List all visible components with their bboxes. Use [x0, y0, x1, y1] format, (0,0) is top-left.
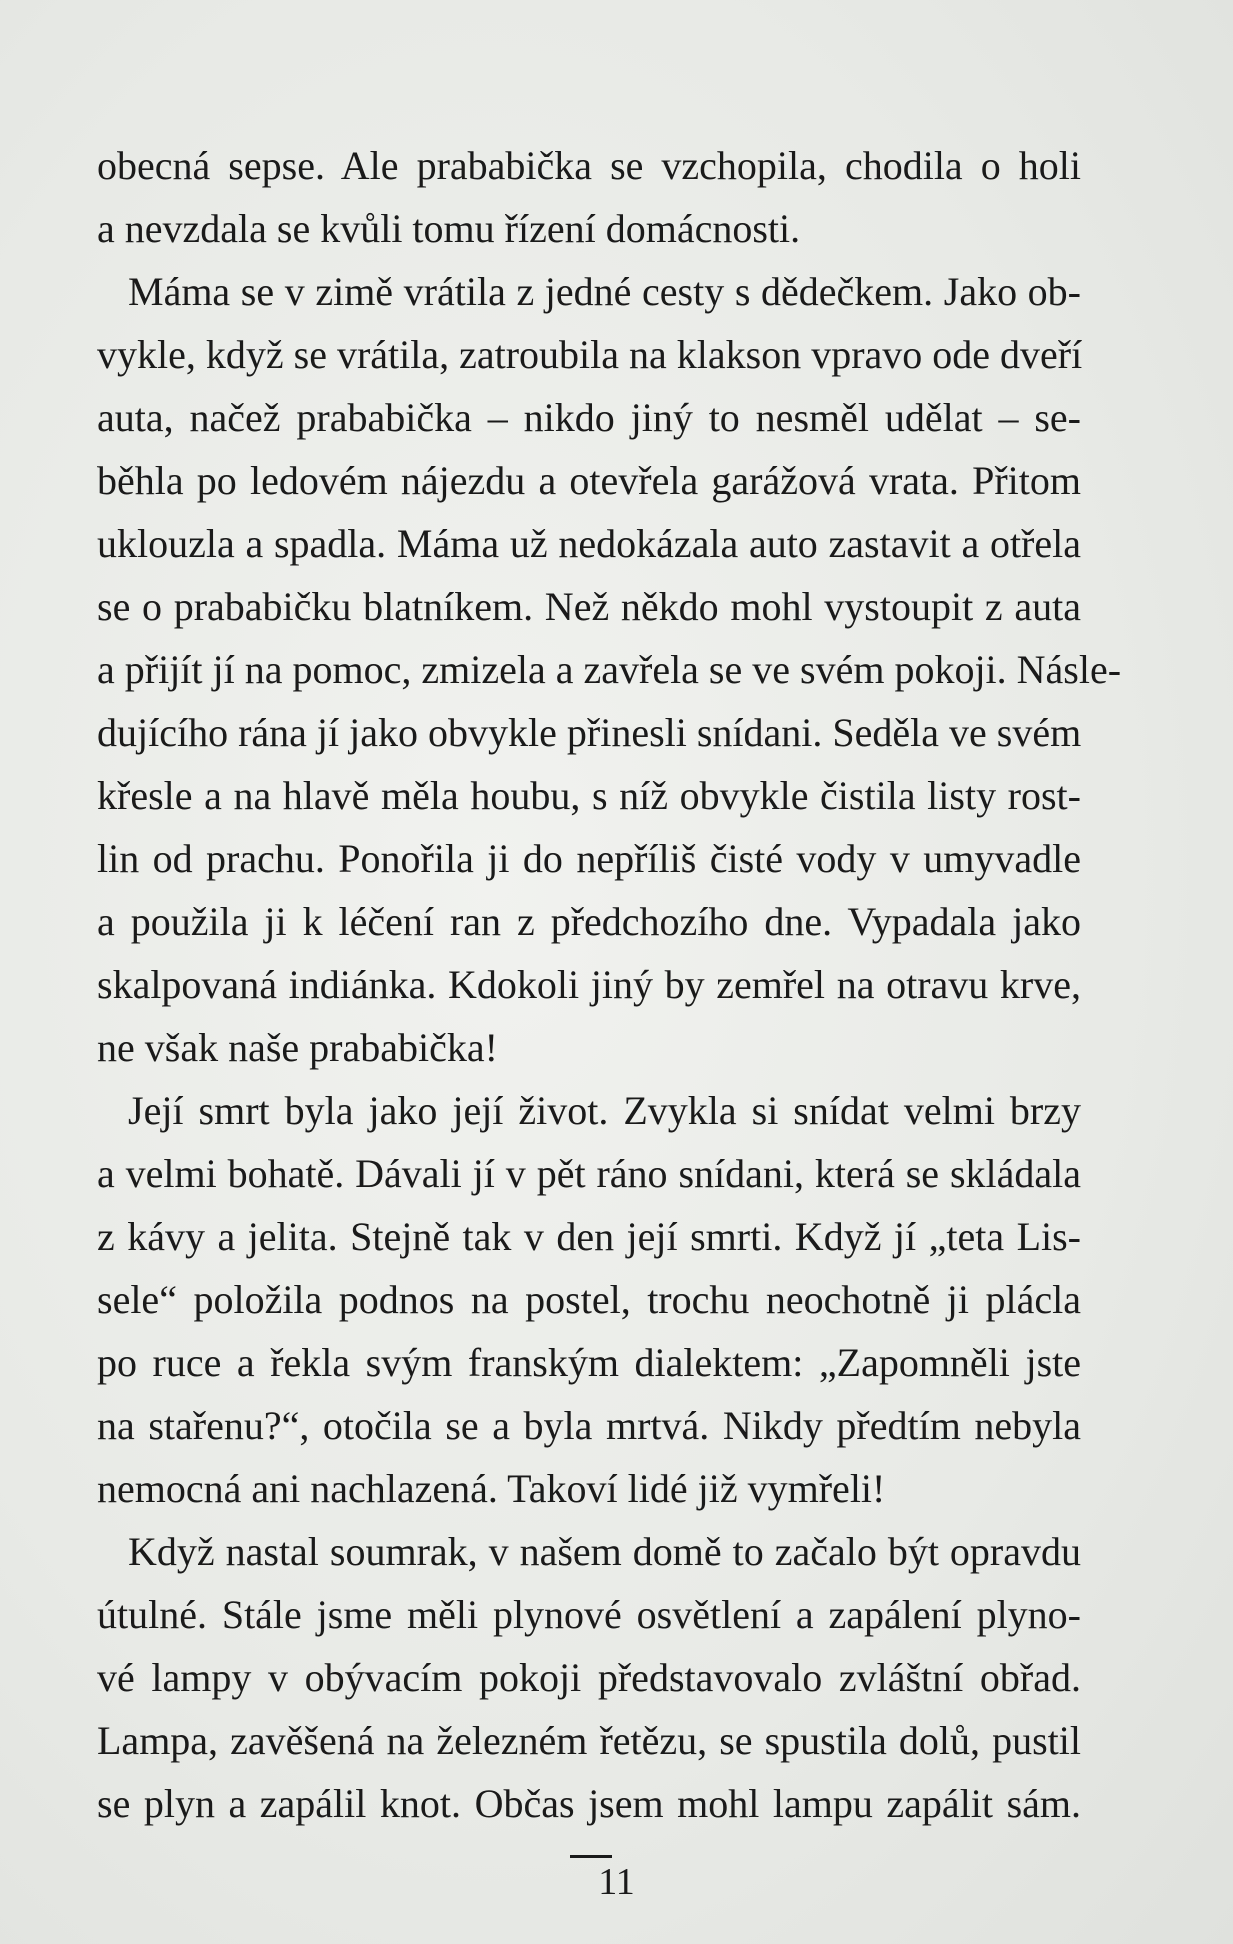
text-line: auta, načež prababička – nikdo jiný to nesměl udělat – se- [97, 395, 1081, 440]
page-number-rule [570, 1855, 612, 1858]
text-line: Její smrt byla jako její život. Zvykla si snídat velmi brzy [128, 1088, 1081, 1133]
text-line: vé lampy v obývacím pokoji představovalo zvláštní obřad. [97, 1655, 1081, 1700]
text-line: křesle a na hlavě měla houbu, s níž obvykle čistila listy rost- [97, 773, 1081, 818]
text-line: dujícího rána jí jako obvykle přinesli snídani. Seděla ve svém [97, 710, 1082, 755]
text-line: vykle, když se vrátila, zatroubila na klakson vpravo ode dveří [97, 332, 1083, 377]
text-line: a použila ji k léčení ran z předchozího dne. Vypadala jako [97, 899, 1081, 944]
text-line: a přijít jí na pomoc, zmizela a zavřela se ve svém pokoji. Násle- [97, 647, 1122, 692]
text-line: se o prababičku blatníkem. Než někdo mohl vystoupit z auta [97, 584, 1081, 629]
text-line: sele“ položila podnos na postel, trochu neochotně ji plácla [97, 1277, 1081, 1322]
text-line: Když nastal soumrak, v našem domě to začalo být opravdu [128, 1529, 1081, 1574]
text-line: běhla po ledovém nájezdu a otevřela garážová vrata. Přitom [97, 458, 1081, 503]
text-line: obecná sepse. Ale prababička se vzchopila, chodila o holi [97, 143, 1081, 188]
text-line: Lampa, zavěšená na železném řetězu, se spustila dolů, pustil [97, 1718, 1081, 1763]
text-line: skalpovaná indiánka. Kdokoli jiný by zemřel na otravu krve, [97, 962, 1081, 1007]
text-line: ne však naše prababička! [97, 1025, 498, 1070]
body-text [97, 134, 1122, 1835]
text-line: po ruce a řekla svým franským dialektem: „Zapomněli jste [97, 1340, 1081, 1385]
text-line: se plyn a zapálil knot. Občas jsem mohl lampu zapálit sám. [97, 1781, 1081, 1826]
text-line: a nevzdala se kvůli tomu řízení domácnosti. [97, 206, 801, 251]
text-line: lin od prachu. Ponořila ji do nepříliš čisté vody v umyvadle [97, 836, 1081, 881]
text-line: na stařenu?“, otočila se a byla mrtvá. Nikdy předtím nebyla [97, 1403, 1081, 1448]
text-line: a velmi bohatě. Dávali jí v pět ráno snídani, která se skládala [97, 1151, 1081, 1196]
text-line: útulné. Stále jsme měli plynové osvětlení a zapálení plyno- [97, 1592, 1081, 1637]
page-number: 11 [598, 1861, 635, 1903]
text-line: Máma se v zimě vrátila z jedné cesty s dědečkem. Jako ob- [128, 269, 1081, 314]
text-line: uklouzla a spadla. Máma už nedokázala auto zastavit a otřela [97, 521, 1081, 566]
text-line: nemocná ani nachlazená. Takoví lidé již vymřeli! [97, 1466, 886, 1511]
text-line: z kávy a jelita. Stejně tak v den její smrti. Když jí „teta Lis- [97, 1214, 1081, 1259]
